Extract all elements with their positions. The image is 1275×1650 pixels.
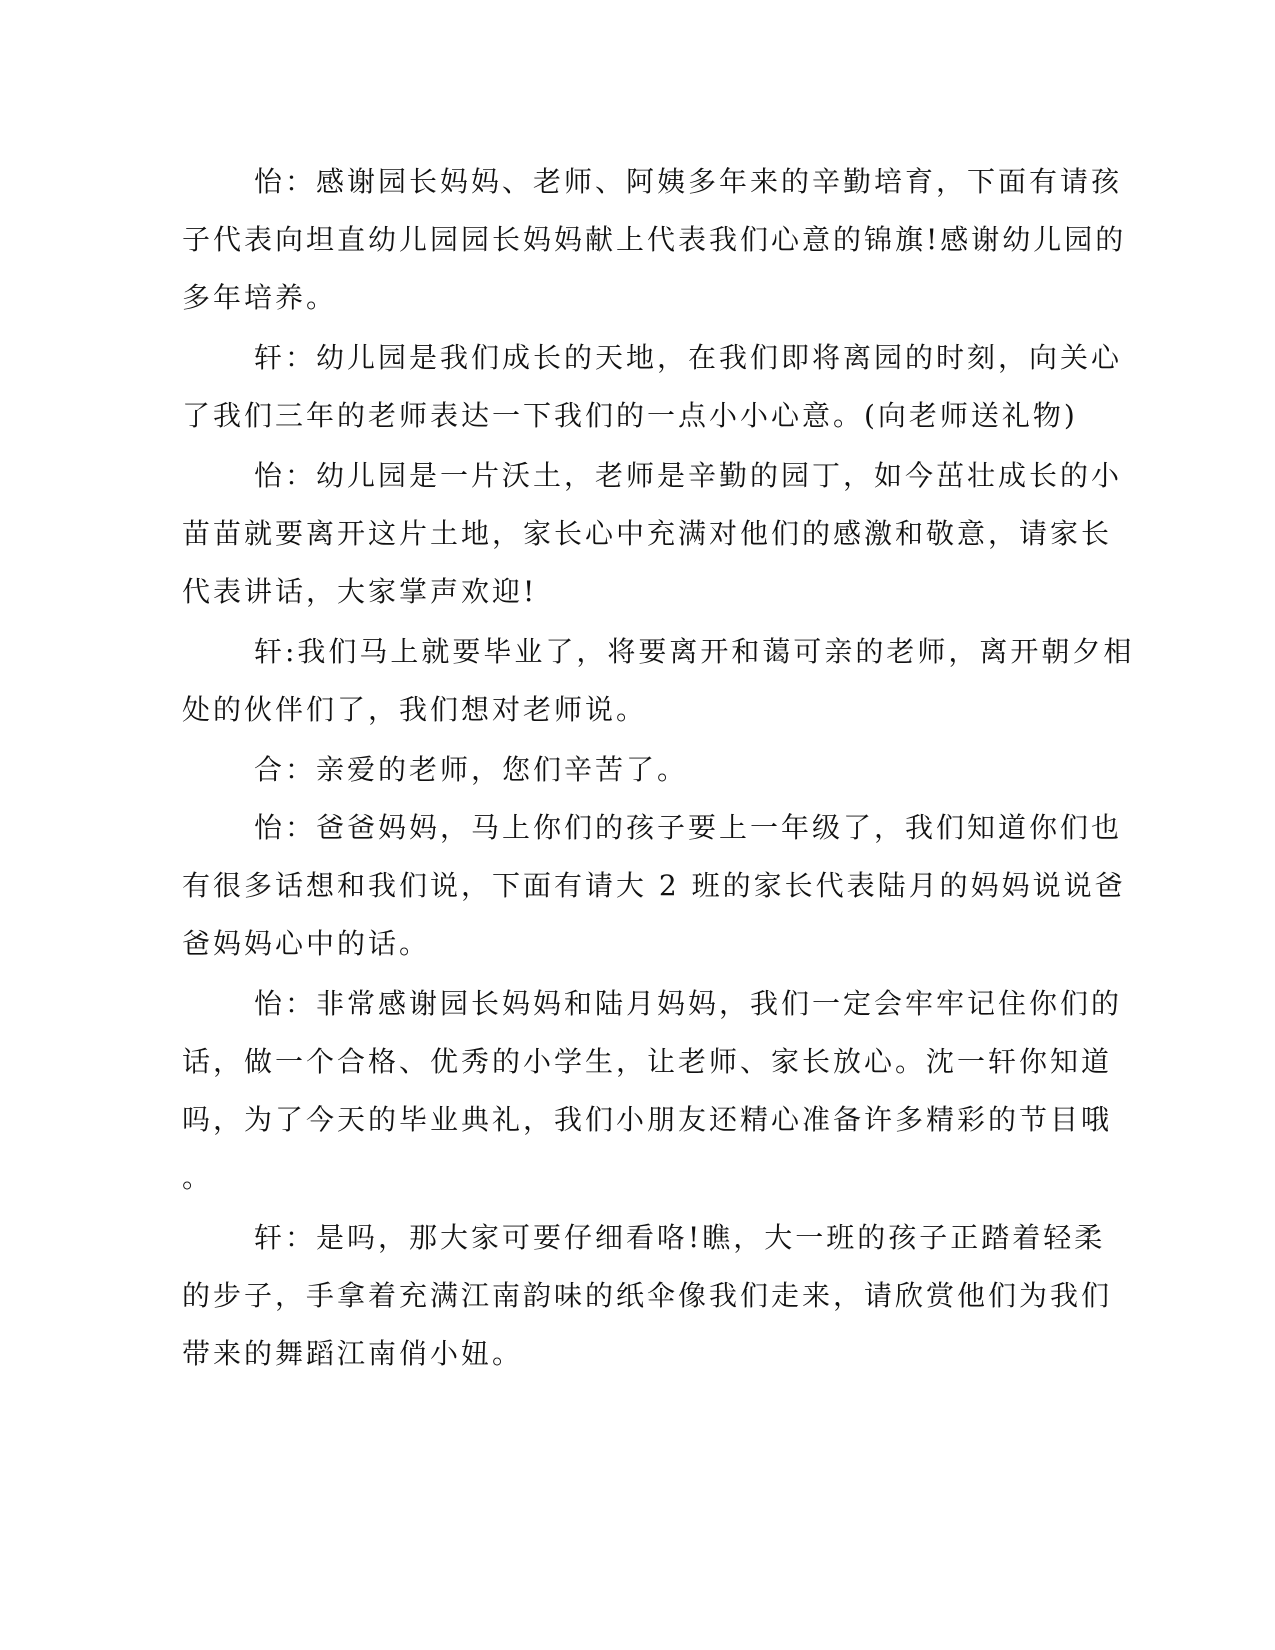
- paragraph-4-line-1: 轩:我们马上就要毕业了，将要离开和蔼可亲的老师，离开朝夕相: [254, 635, 1135, 668]
- paragraph-6-line-1: 怡：爸爸妈妈，马上你们的孩子要上一年级了，我们知道你们也: [254, 811, 1123, 844]
- paragraph-5-line-1: 合：亲爱的老师，您们辛苦了。: [254, 753, 689, 786]
- paragraph-1-line-1: 怡：感谢园长妈妈、老师、阿姨多年来的辛勤培育，下面有请孩: [254, 165, 1123, 198]
- paragraph-2-line-1: 轩：幼儿园是我们成长的天地，在我们即将离园的时刻，向关心: [254, 341, 1123, 374]
- paragraph-6-line-2: 有很多话想和我们说，下面有请大 2 班的家长代表陆月的妈妈说说爸: [182, 869, 1126, 902]
- paragraph-1-line-2: 子代表向坦直幼儿园园长妈妈献上代表我们心意的锦旗!感谢幼儿园的: [182, 223, 1127, 256]
- paragraph-6-line-3: 爸妈妈心中的话。: [182, 927, 431, 960]
- paragraph-8-line-2: 的步子，手拿着充满江南韵味的纸伞像我们走来，请欣赏他们为我们: [182, 1279, 1113, 1312]
- paragraph-1-line-3: 多年培养。: [182, 281, 338, 314]
- paragraph-3-line-1: 怡：幼儿园是一片沃土，老师是辛勤的园丁，如今茁壮成长的小: [254, 459, 1123, 492]
- paragraph-3-line-3: 代表讲话，大家掌声欢迎!: [182, 575, 538, 608]
- paragraph-8-line-1: 轩：是吗，那大家可要仔细看咯!瞧，大一班的孩子正踏着轻柔: [254, 1221, 1106, 1254]
- paragraph-4-line-2: 处的伙伴们了，我们想对老师说。: [182, 693, 648, 726]
- paragraph-7-line-1: 怡：非常感谢园长妈妈和陆月妈妈，我们一定会牢牢记住你们的: [254, 987, 1123, 1020]
- paragraph-7-line-4: 。: [182, 1161, 214, 1194]
- paragraph-3-line-2: 苗苗就要离开这片土地，家长心中充满对他们的感激和敬意，请家长: [182, 517, 1113, 550]
- paragraph-7-line-2: 话，做一个合格、优秀的小学生，让老师、家长放心。沈一轩你知道: [182, 1045, 1113, 1078]
- paragraph-8-line-3: 带来的舞蹈江南俏小妞。: [182, 1337, 524, 1370]
- paragraph-7-line-3: 吗，为了今天的毕业典礼，我们小朋友还精心准备许多精彩的节目哦: [182, 1103, 1113, 1136]
- paragraph-2-line-2: 了我们三年的老师表达一下我们的一点小小心意。(向老师送礼物): [182, 399, 1078, 432]
